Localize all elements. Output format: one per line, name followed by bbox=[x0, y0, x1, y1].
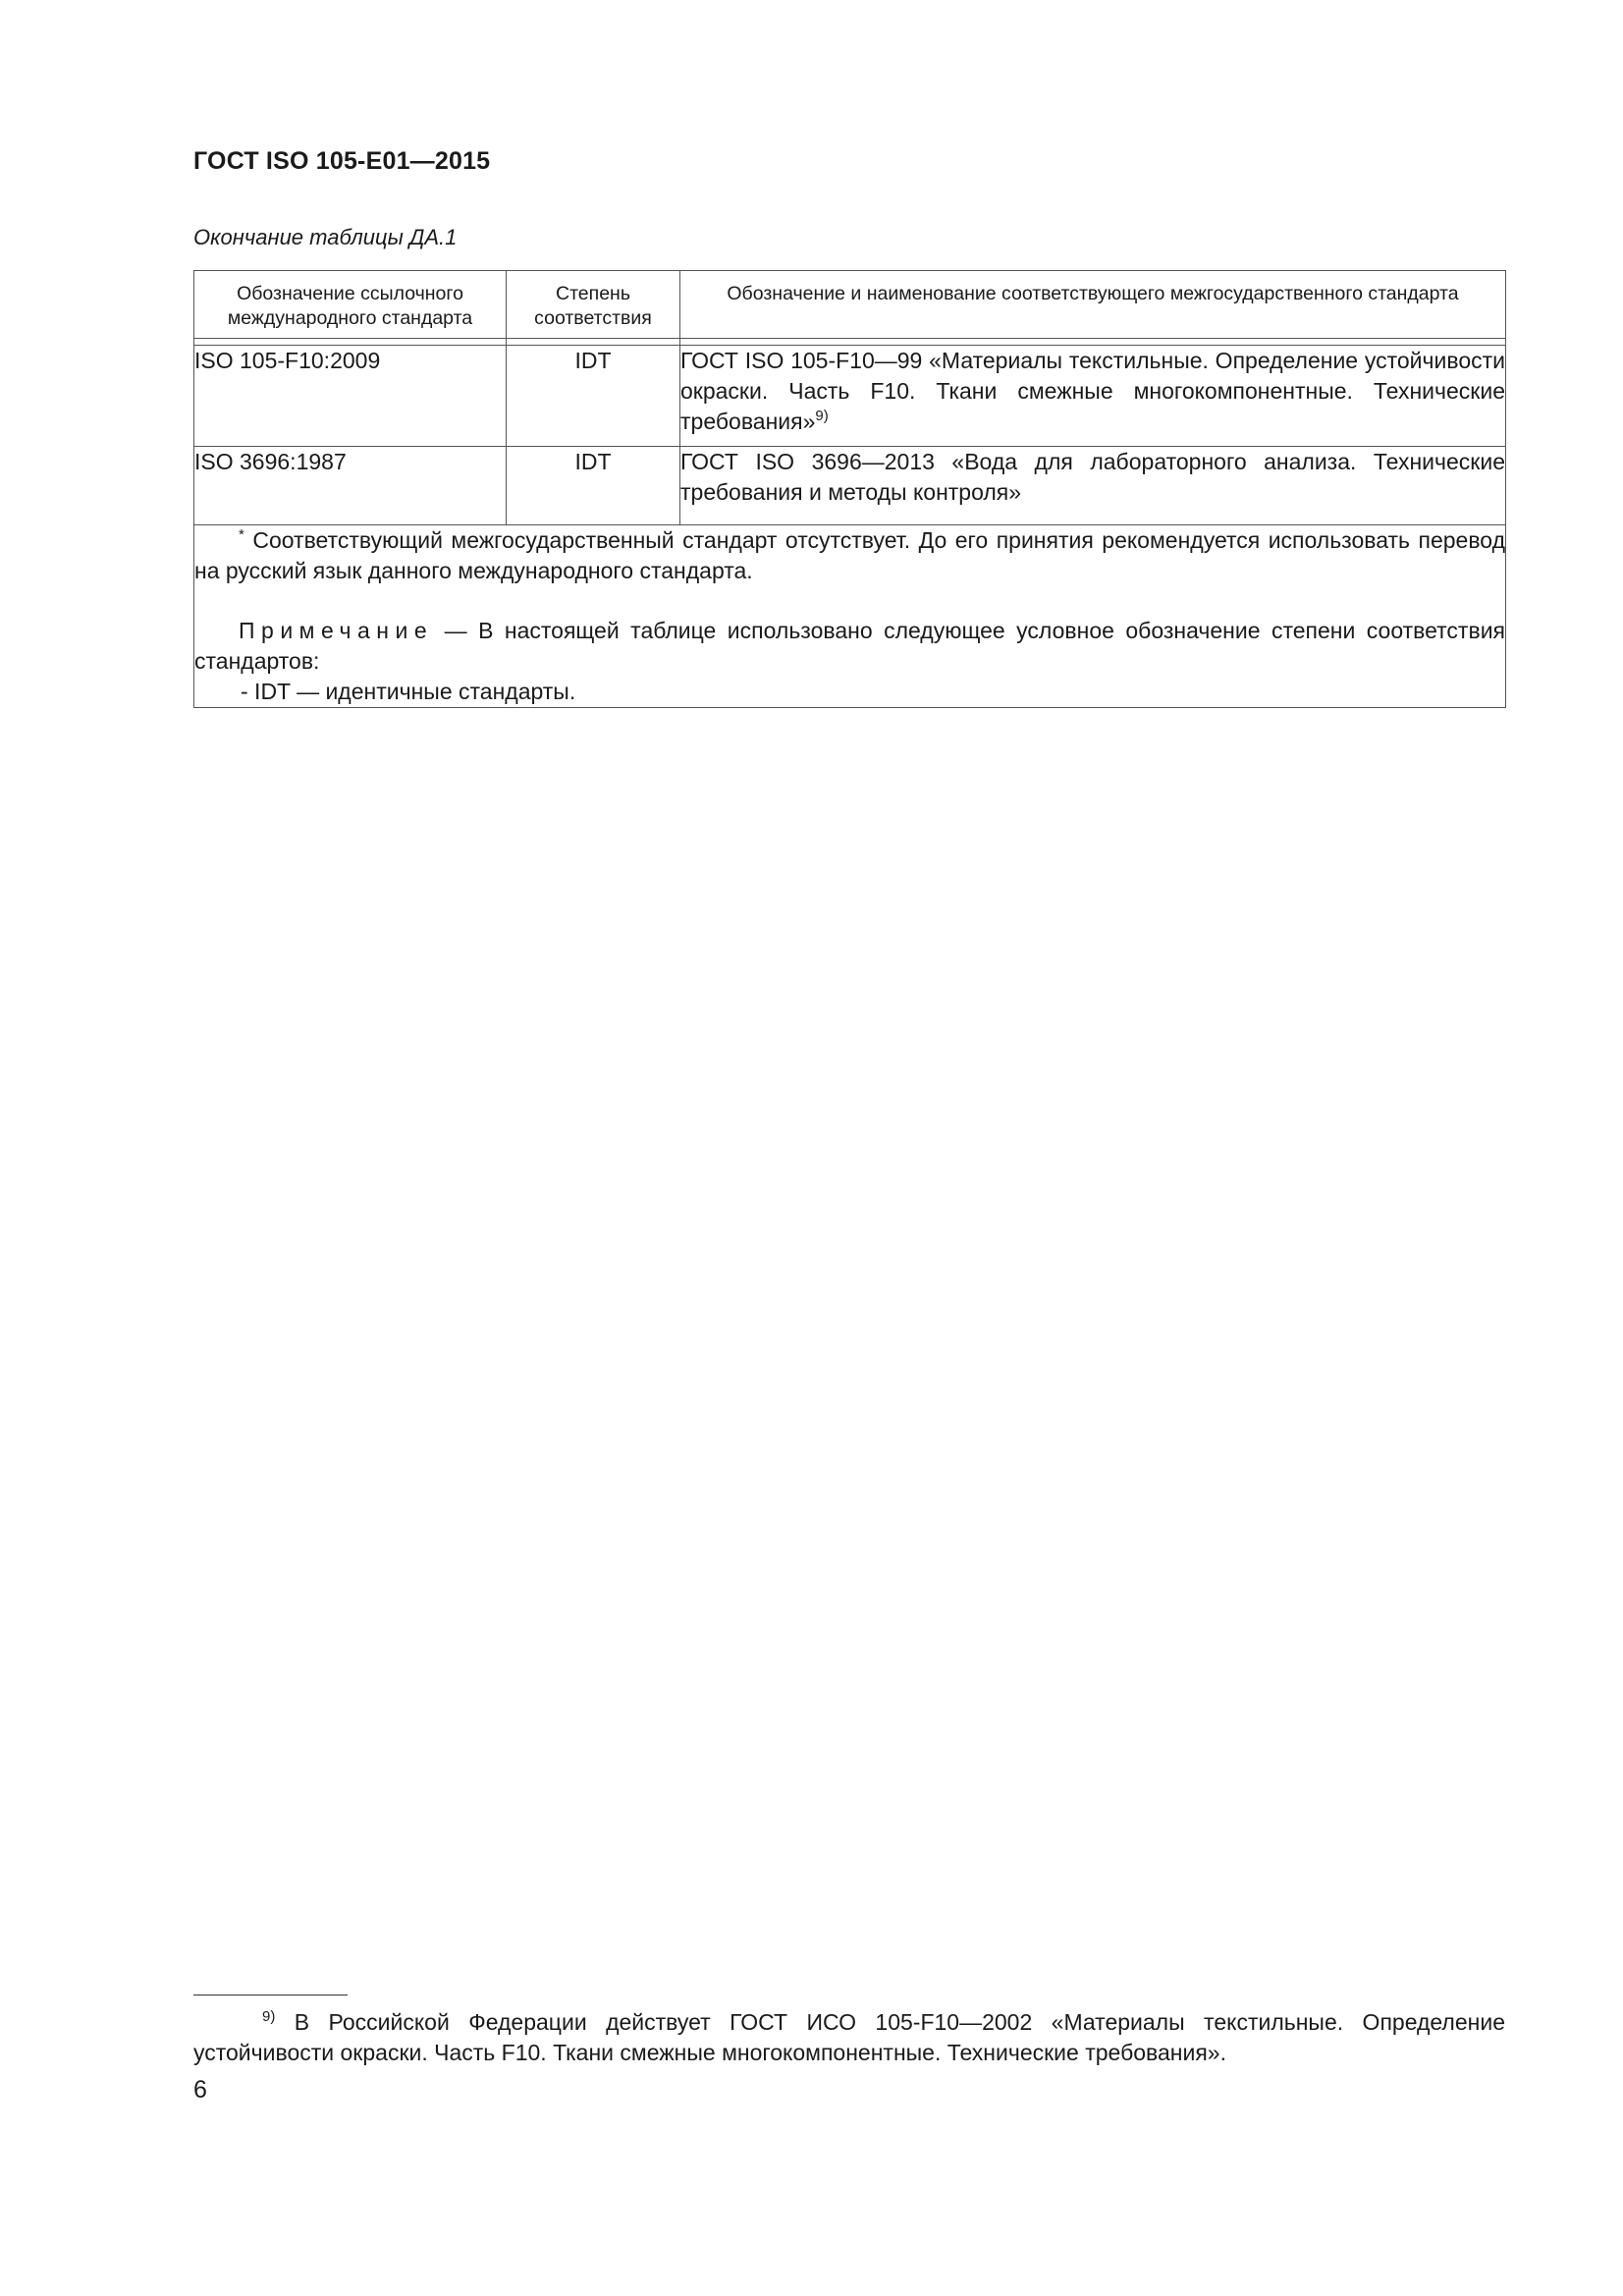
degree-cell: IDT bbox=[507, 447, 680, 525]
table-row bbox=[194, 447, 1506, 525]
asterisk-note bbox=[194, 525, 1505, 586]
standard-text: ГОСТ ISO 105-F10—99 «Материалы текстильные. Определение устойчивости окраски. Часть F10. Ткани смежные многокомпонентные. Технические требования» bbox=[680, 348, 1505, 434]
note-paragraph bbox=[194, 616, 1505, 677]
header-degree: Степень соответствия bbox=[507, 271, 680, 339]
header-interstate-standard: Обозначение и наименование соответствующего межгосударственного стандарта bbox=[680, 271, 1506, 339]
table-caption: Окончание таблицы ДА.1 bbox=[193, 225, 458, 249]
footnote-mark: 9) bbox=[262, 2008, 276, 2025]
standards-table bbox=[193, 270, 1506, 708]
asterisk-mark: * bbox=[239, 526, 244, 543]
interstate-standard-cell: ГОСТ ISO 3696—2013 «Вода для лабораторного анализа. Технические требования и методы контроля» bbox=[680, 447, 1506, 525]
ref-standard-cell: ISO 3696:1987 bbox=[194, 447, 507, 525]
interstate-standard-cell bbox=[680, 346, 1506, 447]
header-separator bbox=[194, 339, 1506, 346]
degree-cell: IDT bbox=[507, 346, 680, 447]
table-notes-row bbox=[194, 525, 1506, 708]
header-ref-standard: Обозначение ссылочного международного стандарта bbox=[194, 271, 507, 339]
table-header-row bbox=[194, 271, 1506, 339]
table-notes-cell bbox=[194, 525, 1506, 708]
footnote-reference: 9) bbox=[815, 408, 829, 424]
note-list-item: - IDT — идентичные стандарты. bbox=[241, 679, 576, 704]
table-row bbox=[194, 346, 1506, 447]
ref-standard-cell: ISO 105-F10:2009 bbox=[194, 346, 507, 447]
note-label: Примечание bbox=[239, 618, 434, 643]
asterisk-note-text: Соответствующий межгосударственный стандарт отсутствует. До его принятия рекомендуется использовать перевод на русский язык данного международного стандарта. bbox=[194, 527, 1506, 583]
document-header: ГОСТ ISO 105-E01—2015 bbox=[193, 147, 491, 175]
note-text: — В настоящей таблице использовано следующее условное обозначение степени соответствия стандартов: bbox=[194, 618, 1505, 674]
page-number: 6 bbox=[193, 2076, 207, 2104]
footnote-text: В Российской Федерации действует ГОСТ ИСО 105-F10—2002 «Материалы текстильные. Определение устойчивости окраски. Часть F10. Ткани смежные многокомпонентные. Технические требования». bbox=[193, 2009, 1505, 2065]
footnote bbox=[193, 2007, 1505, 2068]
